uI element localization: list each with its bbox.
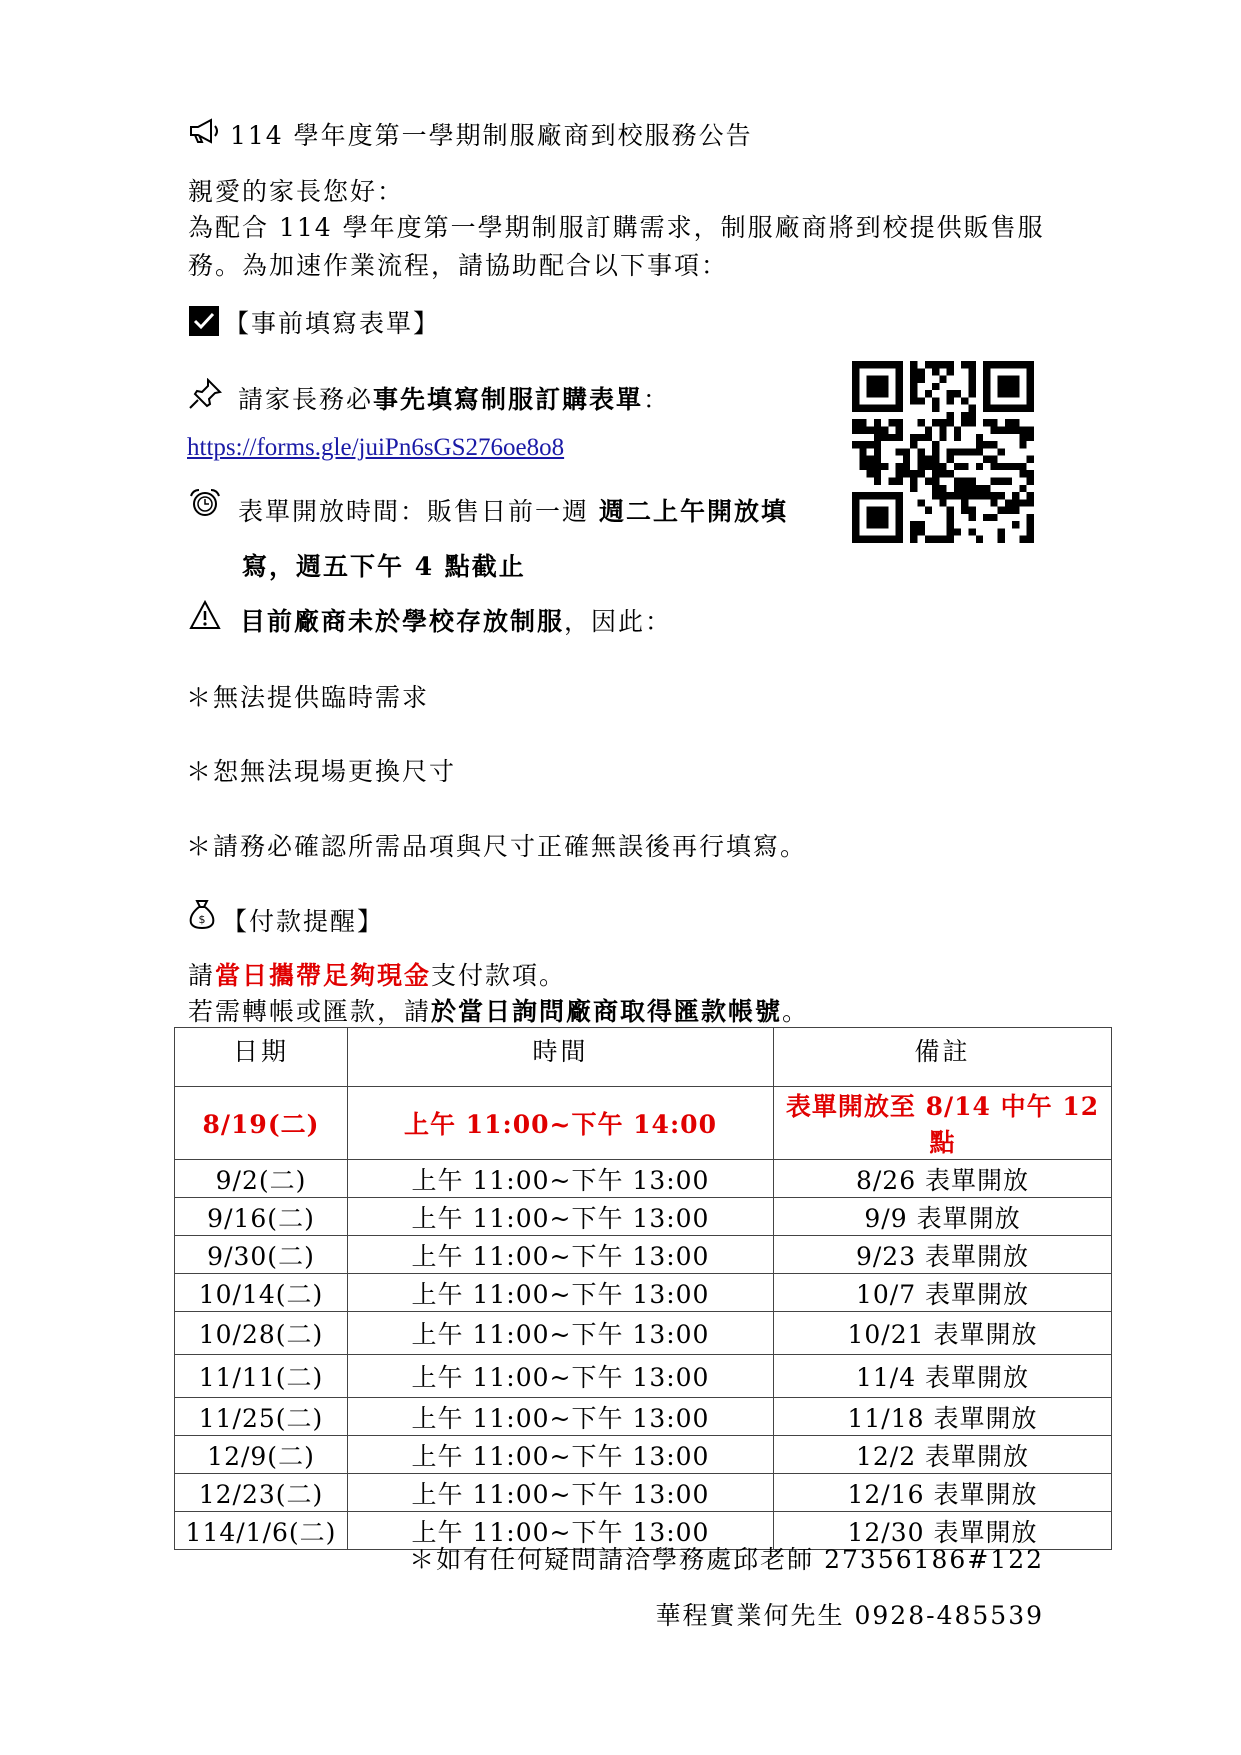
form-notice-bold: 事先填寫制服訂購表單 bbox=[373, 385, 644, 414]
header-time: 時間 bbox=[348, 1028, 774, 1087]
contact-vendor: 華程實業何先生 0928-485539 bbox=[655, 1601, 1044, 1630]
pay-red: 當日攜帶足夠現金 bbox=[215, 961, 432, 990]
svg-text:$: $ bbox=[198, 913, 206, 926]
qr-code bbox=[852, 361, 1034, 543]
bullet-3: ＊請務必確認所需品項與尺寸正確無誤後再行填寫。 bbox=[186, 832, 808, 861]
table-row bbox=[175, 1274, 1112, 1312]
cell-date: 10/14(二) bbox=[175, 1274, 348, 1312]
section-payment-heading: 【付款提醒】 bbox=[222, 907, 385, 936]
cell-note: 9/9 表單開放 bbox=[774, 1198, 1112, 1236]
bullet-2: ＊恕無法現場更換尺寸 bbox=[186, 757, 457, 786]
open-time-bold-1: 週二上午開放填 bbox=[598, 497, 788, 526]
cell-time: 上午 11:00~下午 13:00 bbox=[348, 1160, 774, 1198]
cell-note: 表單開放至 8/14 中午 12 點 bbox=[774, 1087, 1112, 1160]
cell-time: 上午 11:00~下午 13:00 bbox=[348, 1355, 774, 1398]
pay-suffix: 支付款項。 bbox=[431, 961, 567, 990]
cell-note: 10/21 表單開放 bbox=[774, 1312, 1112, 1355]
cell-date: 9/16(二) bbox=[175, 1198, 348, 1236]
form-link[interactable]: https://forms.gle/juiPn6sGS276oe8o8 bbox=[187, 434, 565, 461]
cell-time: 上午 11:00~下午 13:00 bbox=[348, 1398, 774, 1436]
cell-time: 上午 11:00~下午 13:00 bbox=[348, 1436, 774, 1474]
bullet-1: ＊無法提供臨時需求 bbox=[186, 683, 430, 712]
cell-time: 上午 11:00~下午 14:00 bbox=[348, 1087, 774, 1160]
cell-note: 8/26 表單開放 bbox=[774, 1160, 1112, 1198]
pay-line bbox=[188, 956, 566, 992]
table-header-row bbox=[175, 1028, 1112, 1087]
cell-note: 12/16 表單開放 bbox=[774, 1474, 1112, 1512]
cell-date: 10/28(二) bbox=[175, 1312, 348, 1355]
cell-note: 9/23 表單開放 bbox=[774, 1236, 1112, 1274]
table-row bbox=[175, 1236, 1112, 1274]
section-form-heading: 【事前填寫表單】 bbox=[224, 309, 441, 338]
schedule-table bbox=[174, 1027, 1112, 1550]
header-date: 日期 bbox=[175, 1028, 348, 1087]
header-note: 備註 bbox=[774, 1028, 1112, 1087]
megaphone-icon bbox=[188, 118, 222, 148]
form-notice-prefix: 請家長務必 bbox=[238, 385, 374, 414]
page-title: 114 學年度第一學期制服廠商到校服務公告 bbox=[230, 121, 753, 150]
intro-line-1: 為配合 114 學年度第一學期制服訂購需求，制服廠商將到校提供販售服 bbox=[188, 213, 1045, 242]
intro-line-2: 務。為加速作業流程，請協助配合以下事項： bbox=[188, 251, 729, 280]
cell-note: 10/7 表單開放 bbox=[774, 1274, 1112, 1312]
cell-note: 11/4 表單開放 bbox=[774, 1355, 1112, 1398]
form-notice bbox=[238, 380, 670, 416]
table-row bbox=[175, 1312, 1112, 1355]
pushpin-icon bbox=[188, 378, 222, 414]
table-row bbox=[175, 1355, 1112, 1398]
cell-note: 12/2 表單開放 bbox=[774, 1436, 1112, 1474]
checkbox-icon bbox=[189, 306, 219, 340]
warning-bold: 目前廠商未於學校存放制服 bbox=[240, 607, 565, 636]
cell-date: 11/25(二) bbox=[175, 1398, 348, 1436]
cell-date: 9/30(二) bbox=[175, 1236, 348, 1274]
table-row bbox=[175, 1198, 1112, 1236]
pay-prefix: 請 bbox=[188, 961, 216, 990]
table-row bbox=[175, 1474, 1112, 1512]
cell-date: 12/9(二) bbox=[175, 1436, 348, 1474]
warning-icon bbox=[189, 600, 221, 634]
transfer-suffix: 。 bbox=[782, 997, 810, 1026]
warning-line bbox=[240, 602, 672, 638]
cell-date: 8/19(二) bbox=[175, 1087, 348, 1160]
cell-date: 11/11(二) bbox=[175, 1355, 348, 1398]
warning-suffix: ，因此： bbox=[564, 607, 673, 636]
cell-note: 11/18 表單開放 bbox=[774, 1398, 1112, 1436]
greeting: 親愛的家長您好： bbox=[188, 177, 405, 206]
cell-time: 上午 11:00~下午 13:00 bbox=[348, 1474, 774, 1512]
cell-time: 上午 11:00~下午 13:00 bbox=[348, 1198, 774, 1236]
transfer-bold: 於當日詢問廠商取得匯款帳號 bbox=[431, 997, 783, 1026]
contact-school: ＊如有任何疑問請洽學務處邱老師 27356186#122 bbox=[409, 1545, 1044, 1574]
open-time-line-1 bbox=[238, 492, 788, 528]
cell-time: 上午 11:00~下午 13:00 bbox=[348, 1274, 774, 1312]
table-row bbox=[175, 1436, 1112, 1474]
cell-date: 9/2(二) bbox=[175, 1160, 348, 1198]
cell-time: 上午 11:00~下午 13:00 bbox=[348, 1236, 774, 1274]
cell-time: 上午 11:00~下午 13:00 bbox=[348, 1312, 774, 1355]
open-time-line-2: 寫，週五下午 4 點截止 bbox=[242, 552, 526, 581]
transfer-line bbox=[188, 992, 809, 1028]
alarm-clock-icon bbox=[188, 488, 222, 522]
transfer-prefix: 若需轉帳或匯款，請 bbox=[188, 997, 432, 1026]
cell-time: 上午 11:00~下午 13:00 bbox=[348, 1512, 774, 1550]
cell-date: 12/23(二) bbox=[175, 1474, 348, 1512]
cell-note: 12/30 表單開放 bbox=[774, 1512, 1112, 1550]
money-bag-icon bbox=[188, 898, 216, 934]
form-notice-suffix: ： bbox=[643, 385, 671, 414]
table-row bbox=[175, 1087, 1112, 1160]
table-row bbox=[175, 1398, 1112, 1436]
open-time-prefix: 表單開放時間：販售日前一週 bbox=[238, 497, 599, 526]
table-row bbox=[175, 1160, 1112, 1198]
cell-date: 114/1/6(二) bbox=[175, 1512, 348, 1550]
